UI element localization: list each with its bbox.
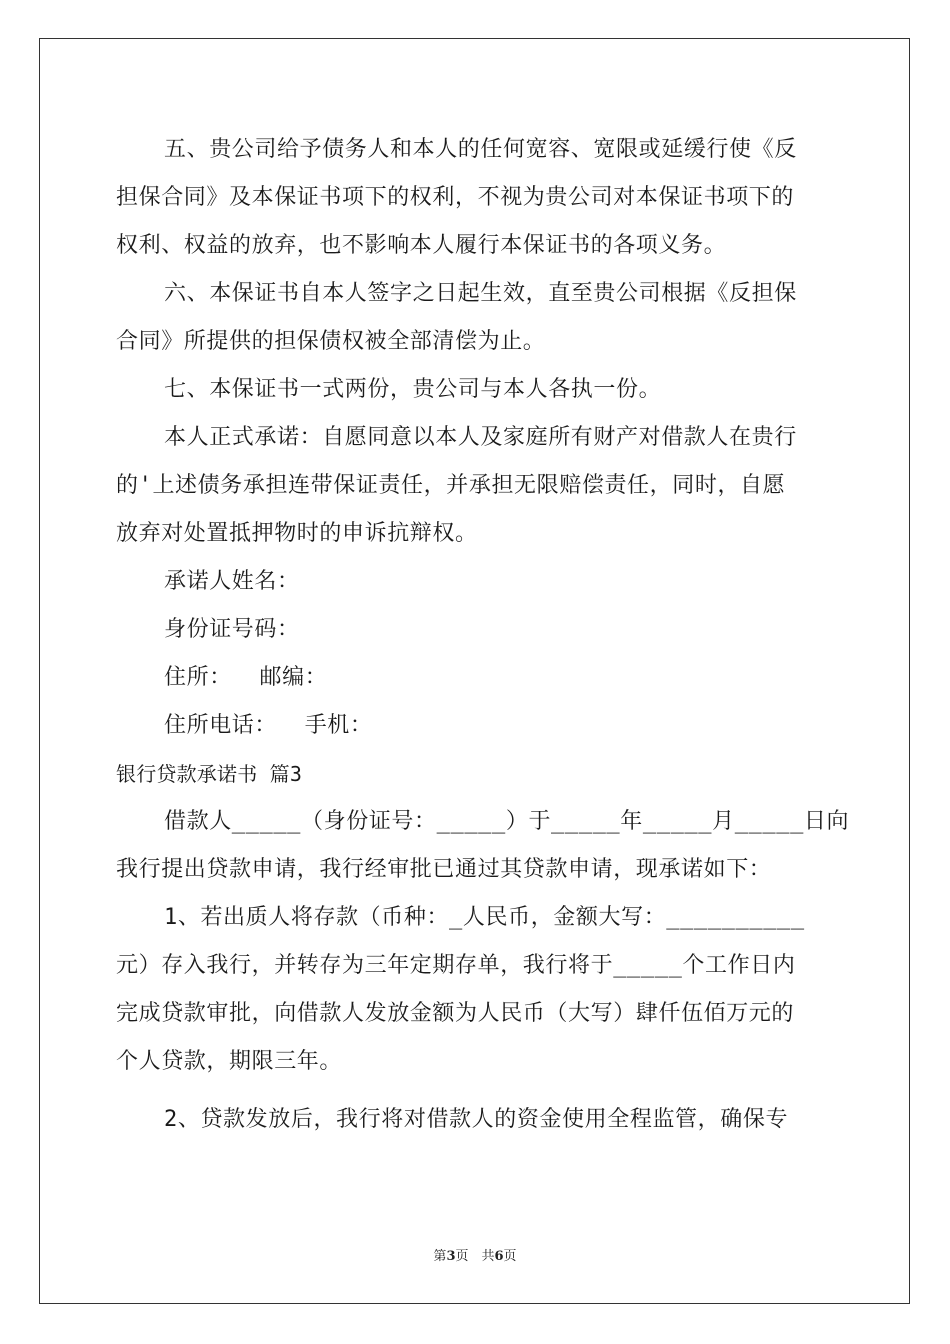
clause-1-line-4: 个人贷款，期限三年。 [116, 1049, 343, 1074]
clause-1-line-3: 完成贷款审批，向借款人发放金额为人民币（大写）肆仟伍佰万元的 [116, 1001, 795, 1026]
document-body [116, 126, 850, 1144]
paragraph-6-line-2: 合同》所提供的担保债权被全部清偿为止。 [116, 329, 546, 354]
commitment-line-1: 本人正式承诺：自愿同意以本人及家庭所有财产对借款人在贵行 [164, 425, 797, 450]
paragraph-5-line-3: 权利、权益的放弃，也不影响本人履行本保证书的各项义务。 [116, 233, 727, 258]
page-prefix: 第 [433, 1249, 447, 1264]
phone-mobile-field: 住所电话： 手机： [164, 713, 373, 738]
paragraph-6-line-1: 六、本保证书自本人签字之日起生效，直至贵公司根据《反担保 [164, 281, 797, 306]
clause-2-line-1: 2、贷款发放后，我行将对借款人的资金使用全程监管，确保专 [164, 1107, 789, 1132]
commitment-line-2: 的'上述债务承担连带保证责任，并承担无限赔偿责任，同时，自愿 [116, 473, 786, 498]
clause-1-line-2: 元）存入我行，并转存为三年定期存单，我行将于_____个工作日内 [116, 953, 796, 978]
borrower-line-2: 我行提出贷款申请，我行经审批已通过其贷款申请，现承诺如下： [116, 857, 772, 882]
page-mid: 页 共 [455, 1249, 495, 1264]
id-number-field: 身份证号码： [164, 617, 300, 642]
page-footer [0, 1245, 950, 1264]
clause-1-line-1: 1、若出质人将存款（币种：_人民币，金额大写：__________ [164, 905, 805, 930]
paragraph-5-line-1: 五、贵公司给予债务人和本人的任何宽容、宽限或延缓行使《反 [164, 137, 797, 162]
current-page-number: 3 [446, 1249, 456, 1264]
page-suffix: 页 [503, 1249, 517, 1264]
commitment-line-3: 放弃对处置抵押物时的申诉抗辩权。 [116, 521, 478, 546]
address-postcode-field: 住所： 邮编： [164, 665, 328, 690]
paragraph-5-line-2: 担保合同》及本保证书项下的权利，不视为贵公司对本保证书项下的 [116, 185, 795, 210]
total-page-number: 6 [494, 1249, 504, 1264]
signer-name-field: 承诺人姓名： [164, 569, 300, 594]
paragraph-7: 七、本保证书一式两份，贵公司与本人各执一份。 [164, 377, 662, 402]
section-heading: 银行贷款承诺书 篇3 [116, 762, 303, 786]
borrower-line-1: 借款人_____（身份证号：_____）于_____年_____月_____日向 [164, 809, 850, 834]
